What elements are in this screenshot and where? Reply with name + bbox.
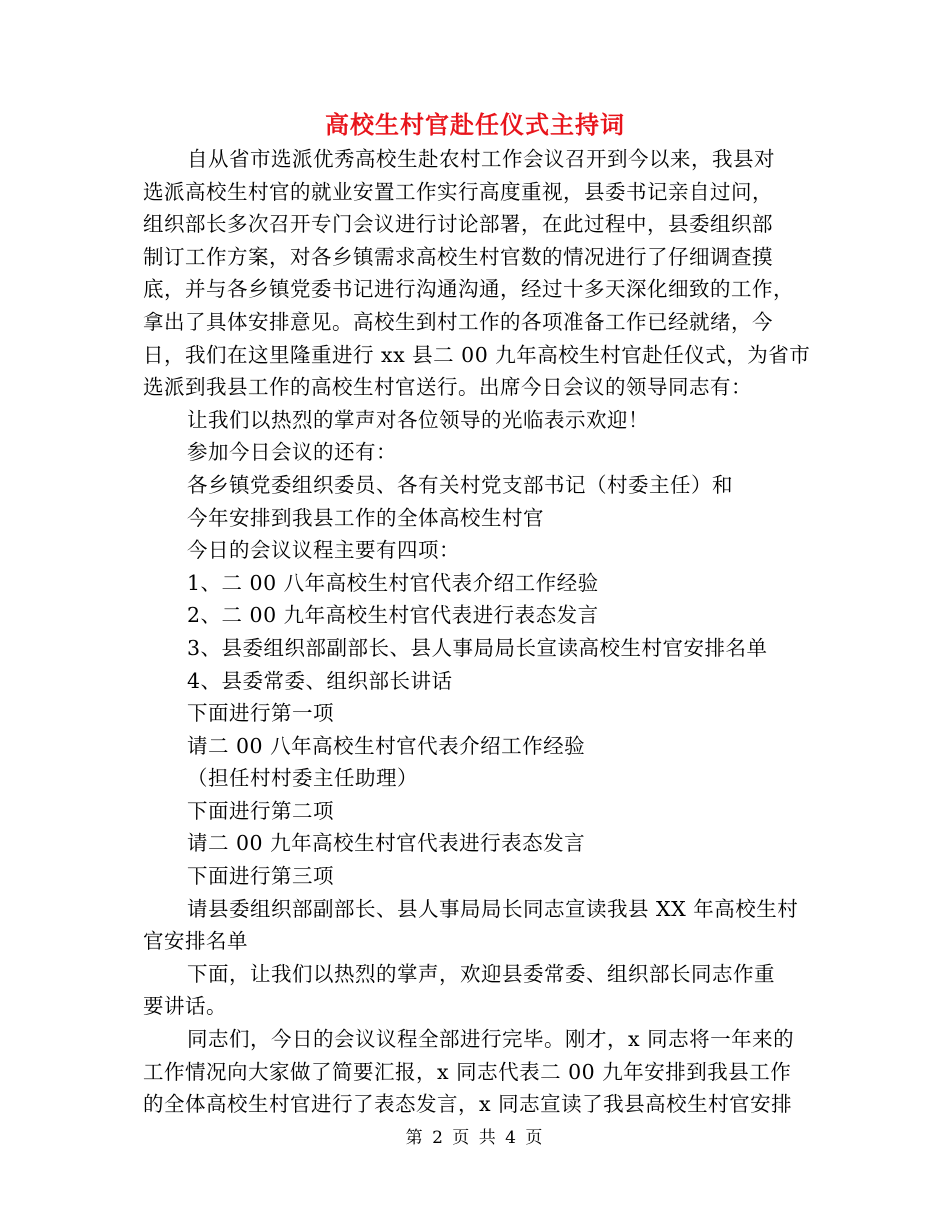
paragraph (143, 827, 813, 860)
text-line: 同志们，今日的会议议程全部进行完毕。刚才，x 同志将一年来的 (187, 1027, 795, 1052)
text-line: （担任村村委主任助理） (187, 766, 418, 791)
text-line: 日，我们在这里隆重进行 xx 县二 00 九年高校生村官赴任仪式，为省市 (143, 342, 811, 367)
text-line: 官安排名单 (143, 929, 248, 954)
text-line: 下面进行第一项 (187, 701, 334, 726)
paragraph (143, 795, 813, 828)
text-line: 4、县委常委、组织部长讲话 (187, 668, 453, 693)
paragraph (143, 762, 813, 795)
text-line: 要讲话。 (143, 994, 227, 1019)
page-footer: 第 2 页 共 4 页 (405, 1128, 545, 1148)
paragraph (143, 730, 813, 763)
text-line: 下面，让我们以热烈的掌声，欢迎县委常委、组织部长同志作重 (187, 961, 775, 986)
text-line: 请县委组织部副部长、县人事局局长同志宣读我县 XX 年高校生村 (187, 896, 799, 921)
text-line: 制订工作方案，对各乡镇需求高校生村官数的情况进行了仔细调查摸 (143, 244, 773, 269)
text-line: 今日的会议议程主要有四项： (187, 538, 460, 563)
text-line: 自从省市选派优秀高校生赴农村工作会议召开到今以来，我县对 (187, 147, 775, 171)
document-title: 高校生村官赴任仪式主持词 (325, 110, 625, 139)
paragraph (143, 567, 813, 600)
text-line: 请二 00 八年高校生村官代表介绍工作经验 (187, 733, 586, 758)
text-line: 1、二 00 八年高校生村官代表介绍工作经验 (187, 570, 599, 595)
paragraph (143, 1023, 813, 1121)
paragraph (143, 599, 813, 632)
paragraph (143, 502, 813, 535)
text-line: 拿出了具体安排意见。高校生到村工作的各项准备工作已经就绪，今 (143, 309, 773, 334)
paragraph (143, 697, 813, 730)
paragraph (143, 469, 813, 502)
text-line: 底，并与各乡镇党委书记进行沟通沟通，经过十多天深化细致的工作， (143, 277, 794, 302)
paragraph (143, 632, 813, 665)
text-line: 下面进行第二项 (187, 798, 334, 823)
text-line: 3、县委组织部副部长、县人事局局长宣读高校生村官安排名单 (187, 635, 768, 660)
text-line: 选派到我县工作的高校生村官送行。出席今日会议的领导同志有： (143, 375, 752, 400)
paragraph (143, 143, 813, 404)
paragraph (143, 534, 813, 567)
text-line: 的全体高校生村官进行了表态发言，x 同志宣读了我县高校生村官安排 (143, 1092, 793, 1117)
paragraph (143, 893, 813, 958)
text-line: 2、二 00 九年高校生村官代表进行表态发言 (187, 603, 599, 628)
text-line: 下面进行第三项 (187, 864, 334, 889)
text-line: 让我们以热烈的掌声对各位领导的光临表示欢迎！ (187, 407, 649, 432)
document-body (143, 143, 813, 1121)
text-line: 组织部长多次召开专门会议进行讨论部署，在此过程中，县委组织部 (143, 212, 773, 237)
paragraph (143, 404, 813, 437)
text-line: 参加今日会议的还有： (187, 440, 397, 465)
text-line: 请二 00 九年高校生村官代表进行表态发言 (187, 831, 586, 856)
text-line: 各乡镇党委组织委员、各有关村党支部书记（村委主任）和 (187, 472, 733, 497)
paragraph (143, 665, 813, 698)
paragraph (143, 860, 813, 893)
text-line: 选派高校生村官的就业安置工作实行高度重视，县委书记亲自过问， (143, 179, 773, 204)
text-line: 今年安排到我县工作的全体高校生村官 (187, 505, 544, 530)
paragraph (143, 436, 813, 469)
paragraph (143, 958, 813, 1023)
text-line: 工作情况向大家做了简要汇报，x 同志代表二 00 九年安排到我县工作 (143, 1059, 792, 1084)
